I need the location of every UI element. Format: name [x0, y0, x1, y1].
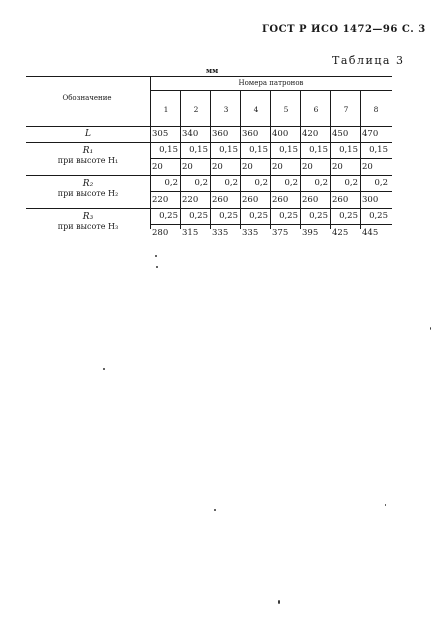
row-label-height: при высоте H₂ [57, 189, 119, 198]
table-cell: 20 [332, 162, 343, 172]
table-cell: 420 [302, 129, 319, 139]
table-cell: 0,2 [254, 178, 268, 188]
table-cell: 470 [362, 129, 379, 139]
row-label-symbol: R₂ [82, 179, 94, 189]
scan-speck [385, 504, 386, 506]
table-cell: 0,15 [249, 145, 268, 155]
row-rule-r1-mid [150, 158, 392, 159]
table-cell: 0,25 [189, 211, 208, 221]
table-cell: 260 [302, 195, 319, 205]
scan-speck [430, 327, 431, 330]
chuck-number: 8 [373, 105, 379, 114]
dimensions-table [26, 76, 392, 238]
scan-speck [156, 266, 158, 268]
group-rule [150, 90, 392, 91]
table-cell: 0,2 [374, 178, 388, 188]
table-cell: 0,25 [159, 211, 178, 221]
table-cell: 260 [272, 195, 289, 205]
table-cell: 360 [242, 129, 259, 139]
table-cell: 260 [242, 195, 259, 205]
table-cell: 0,25 [219, 211, 238, 221]
row-label-height: при высоте H₃ [57, 222, 119, 231]
table-cell: 260 [332, 195, 349, 205]
table-cell: 375 [272, 228, 289, 238]
row-label-symbol: R₃ [82, 212, 94, 222]
table-cell: 300 [362, 195, 379, 205]
table-cell: 20 [242, 162, 253, 172]
table-cell: 0,15 [309, 145, 328, 155]
table-cell: 20 [272, 162, 283, 172]
table-cell: 360 [212, 129, 229, 139]
table-cell: 280 [152, 228, 169, 238]
table-cell: 400 [272, 129, 289, 139]
column-header-designation: Обозначение [62, 94, 112, 102]
row-rule-r1 [26, 175, 392, 176]
table-cell: 20 [182, 162, 193, 172]
row-label-height: при высоте H₁ [57, 156, 119, 165]
table-cell: 450 [332, 129, 349, 139]
scan-speck [278, 600, 280, 604]
table-cell: 0,15 [189, 145, 208, 155]
table-cell: 0,25 [249, 211, 268, 221]
table-cell: 0,2 [224, 178, 238, 188]
table-cell: 20 [362, 162, 373, 172]
chuck-number: 2 [193, 105, 199, 114]
table-cell: 335 [242, 228, 259, 238]
header-bottom-rule [26, 126, 392, 127]
table-cell: 335 [212, 228, 229, 238]
table-cell: 0,15 [219, 145, 238, 155]
row-rule-r2-mid [150, 191, 392, 192]
table-cell: 0,15 [279, 145, 298, 155]
row-label-r1 [26, 146, 150, 166]
row-label-symbol: R₁ [82, 146, 94, 156]
table-cell: 0,25 [339, 211, 358, 221]
chuck-number: 7 [343, 105, 349, 114]
table-cell: 0,2 [344, 178, 358, 188]
row-rule-r3-mid [150, 224, 392, 225]
table-cell: 220 [152, 195, 169, 205]
chuck-number: 5 [283, 105, 289, 114]
table-cell: 0,2 [164, 178, 178, 188]
scan-speck [103, 368, 105, 370]
chuck-number: 4 [253, 105, 259, 114]
table-cell: 445 [362, 228, 379, 238]
row-rule-r2 [26, 208, 392, 209]
table-cell: 260 [212, 195, 229, 205]
row-rule-l [26, 142, 392, 143]
table-cell: 0,15 [159, 145, 178, 155]
page-header: ГОСТ Р ИСО 1472—96 С. 3 [262, 24, 426, 35]
chuck-number: 6 [313, 105, 319, 114]
table-cell: 0,15 [369, 145, 388, 155]
column-group-header: Номера патронов [238, 79, 304, 87]
chuck-number: 1 [163, 105, 169, 114]
table-cell: 20 [212, 162, 223, 172]
table-cell: 340 [182, 129, 199, 139]
table-cell: 0,2 [314, 178, 328, 188]
units-label: мм [206, 66, 219, 75]
table-cell: 0,25 [279, 211, 298, 221]
table-cell: 220 [182, 195, 199, 205]
table-cell: 315 [182, 228, 199, 238]
table-cell: 20 [152, 162, 163, 172]
table-cell: 0,2 [284, 178, 298, 188]
row-label-l [26, 129, 150, 139]
table-title: Таблица 3 [332, 54, 405, 67]
table-cell: 425 [332, 228, 349, 238]
table-cell: 20 [302, 162, 313, 172]
table-cell: 0,25 [369, 211, 388, 221]
table-cell: 0,15 [339, 145, 358, 155]
scan-speck [155, 255, 157, 257]
table-cell: 395 [302, 228, 319, 238]
row-label-r2 [26, 179, 150, 199]
row-label-symbol: L [85, 129, 91, 139]
row-label-r3 [26, 212, 150, 232]
table-top-rule [26, 76, 392, 77]
chuck-number: 3 [223, 105, 229, 114]
table-cell: 0,2 [194, 178, 208, 188]
scan-speck [214, 509, 216, 511]
table-cell: 0,25 [309, 211, 328, 221]
table-cell: 305 [152, 129, 169, 139]
